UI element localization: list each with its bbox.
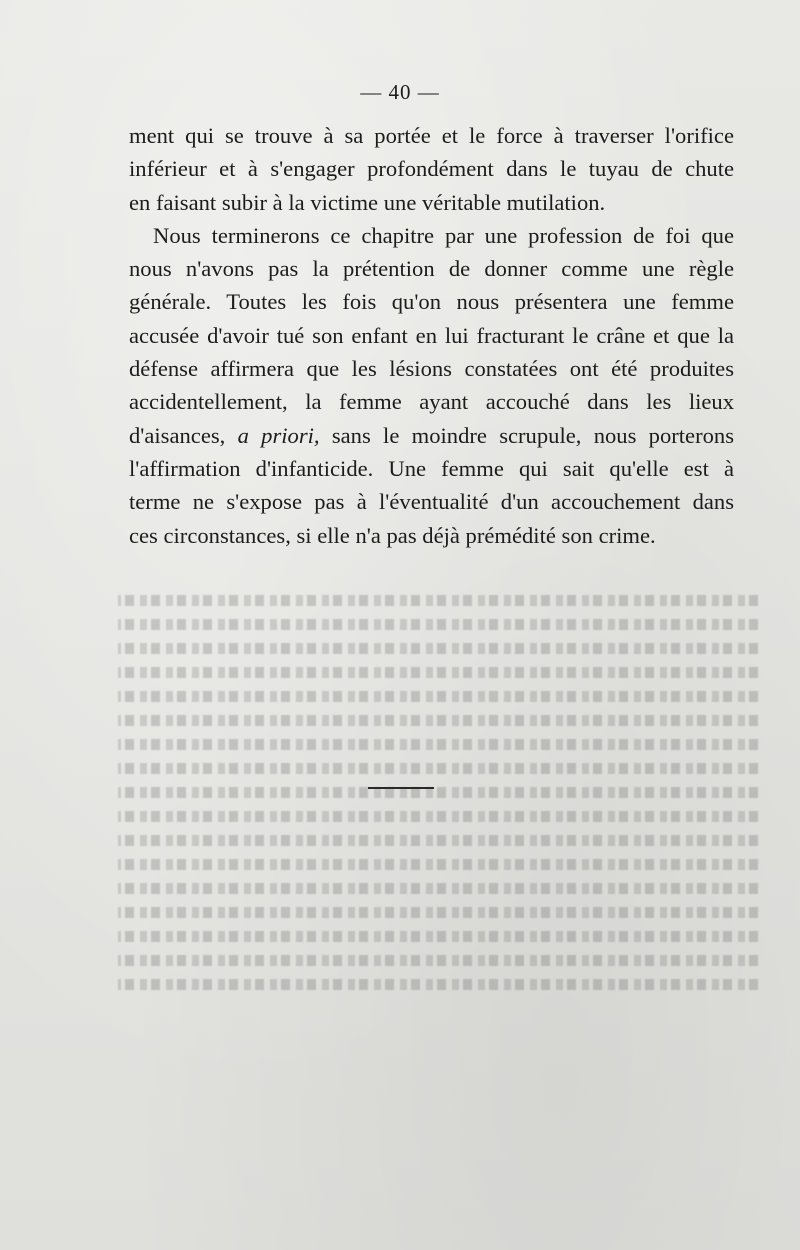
text-fragment: sans le moindre scrupule, nous porterons <box>319 422 734 448</box>
page-number: — 40 — <box>360 80 440 104</box>
text-line: l'affirmation d'infanticide. Une femme qui sait qu'elle est à <box>129 455 734 481</box>
text-line: ment qui se trouve à sa portée et le force à traverser l'orifice <box>129 123 734 148</box>
text-line: défense affirmera que les lésions constatées ont été produites <box>129 356 734 382</box>
body-text <box>129 119 734 552</box>
text-line: accidentellement, la femme ayant accouché dans les lieux <box>129 389 734 415</box>
text-line: générale. Toutes les fois qu'on nous présentera une femme <box>129 289 734 315</box>
section-divider-rule <box>368 787 434 789</box>
text-line: inférieur et à s'engager profondément dans le tuyau de chute <box>129 156 734 182</box>
paragraph-start-line: Nous terminerons ce chapitre par une profession de foi que <box>153 222 734 248</box>
bleed-through-texture <box>118 585 758 1003</box>
text-line: accusée d'avoir tué son enfant en lui fracturant le crâne et que la <box>129 322 734 348</box>
text-line-with-italic <box>129 419 734 452</box>
text-line: ces circonstances, si elle n'a pas déjà prémédité son crime. <box>129 522 656 548</box>
text-line: en faisant subir à la victime une véritable mutilation. <box>129 189 606 215</box>
text-fragment: d'aisances, <box>129 422 238 448</box>
text-line: terme ne s'expose pas à l'éventualité d'un accouchement dans <box>129 489 734 515</box>
italic-phrase: a priori, <box>237 422 320 448</box>
text-line: nous n'avons pas la prétention de donner comme une règle <box>129 256 734 282</box>
